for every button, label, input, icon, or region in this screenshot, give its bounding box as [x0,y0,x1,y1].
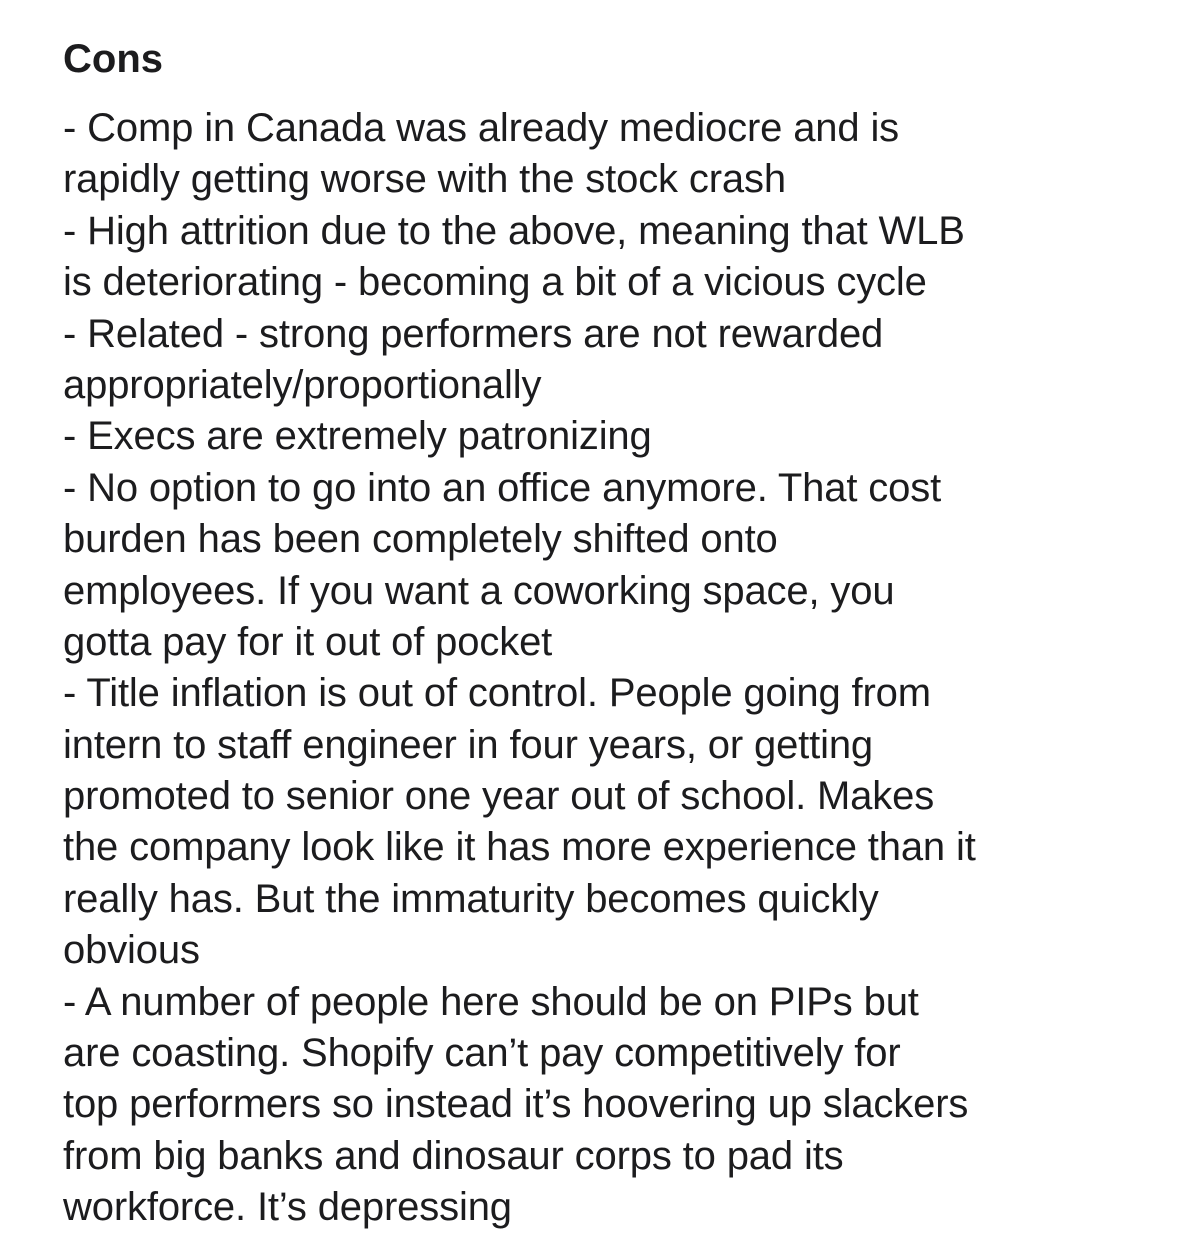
cons-line: are coasting. Shopify can’t pay competitively for [63,1031,901,1076]
cons-line: appropriately/proportionally [63,362,542,407]
cons-line: the company look like it has more experience than it [63,825,976,870]
cons-line: workforce. It’s depressing [63,1185,512,1230]
cons-line: employees. If you want a coworking space, you [63,568,895,613]
cons-line: - A number of people here should be on PIPs but [63,979,919,1024]
cons-line: - Execs are extremely patronizing [63,414,652,459]
cons-line: - No option to go into an office anymore. That cost [63,465,942,510]
cons-line: really has. But the immaturity becomes quickly [63,876,879,921]
cons-line: obvious [63,928,200,973]
cons-line: intern to staff engineer in four years, or getting [63,722,874,767]
cons-line: top performers so instead it’s hoovering up slackers [63,1082,969,1127]
cons-heading: Cons [63,37,163,81]
cons-line: burden has been completely shifted onto [63,517,778,562]
cons-line: - Title inflation is out of control. People going from [63,671,931,716]
cons-line: - Comp in Canada was already mediocre and is [63,106,900,150]
cons-line: - Related - strong performers are not rewarded [63,311,884,356]
cons-line: promoted to senior one year out of school. Makes [63,774,935,819]
cons-list [63,103,976,1234]
cons-line: gotta pay for it out of pocket [63,619,553,664]
cons-line: from big banks and dinosaur corps to pad its [63,1133,844,1178]
cons-line: rapidly getting worse with the stock crash [63,157,786,202]
cons-line: - High attrition due to the above, meaning that WLB [63,208,965,253]
cons-line: is deteriorating - becoming a bit of a vicious cycle [63,260,927,305]
